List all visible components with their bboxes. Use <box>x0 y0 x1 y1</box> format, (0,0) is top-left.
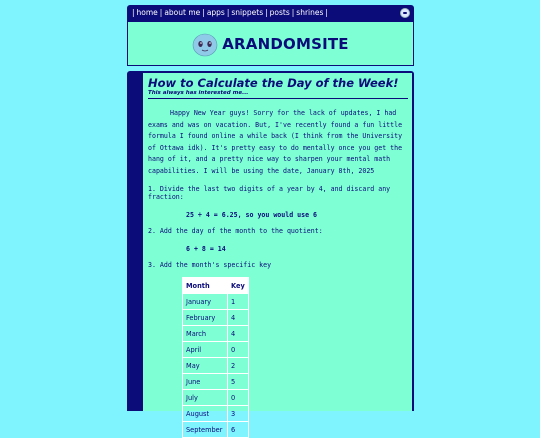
table-row <box>183 294 249 310</box>
table-row <box>183 358 249 374</box>
key-cell: 1 <box>228 294 249 310</box>
nav-home-link[interactable]: home <box>136 8 158 17</box>
nav-snippets-link[interactable]: snippets <box>231 8 264 17</box>
squirtle-face-icon <box>192 31 218 57</box>
month-cell: September <box>183 422 228 438</box>
nav-separator: | <box>202 8 205 17</box>
nav-apps-link[interactable]: apps <box>206 8 225 17</box>
table-row <box>183 374 249 390</box>
month-column-header: Month <box>183 278 228 294</box>
month-cell: May <box>183 358 228 374</box>
post-body <box>143 73 412 434</box>
key-cell: 0 <box>228 342 249 358</box>
key-cell: 4 <box>228 326 249 342</box>
key-cell: 3 <box>228 406 249 422</box>
nav-separator: | <box>159 8 163 17</box>
step-2: 2. Add the day of the month to the quotient: <box>148 227 323 235</box>
nav-separator: | <box>226 8 230 17</box>
key-column-header: Key <box>228 278 249 294</box>
nav-shrines-link[interactable]: shrines <box>296 8 324 17</box>
step-3: 3. Add the month's specific key <box>148 261 272 269</box>
month-cell: June <box>183 374 228 390</box>
key-cell: 0 <box>228 390 249 406</box>
month-cell: January <box>183 294 228 310</box>
table-row <box>183 422 249 438</box>
table-row <box>183 326 249 342</box>
nav-separator: | <box>265 8 268 17</box>
month-cell: August <box>183 406 228 422</box>
month-cell: March <box>183 326 228 342</box>
nav-separator: | <box>291 8 295 17</box>
key-cell: 4 <box>228 310 249 326</box>
month-cell: February <box>183 310 228 326</box>
site-title[interactable]: ARANDOMSITE <box>222 34 349 53</box>
nav-about-link[interactable]: about me <box>164 8 201 17</box>
top-nav <box>127 5 414 21</box>
post-intro: Happy New Year guys! Sorry for the lack of updates, I had exams and was on vacation. But, I've recently found a fun little formula I found online a while back (I think from the University of Ottawa idk). It's pretty easy to do mentally once you get the hang of it, and a pretty nice way to sharpen your mental math capabilities. I will be using the date, January 8th, 2025 <box>148 109 403 175</box>
site-header <box>127 21 414 66</box>
key-cell: 5 <box>228 374 249 390</box>
key-cell: 6 <box>228 422 249 438</box>
post-container <box>127 71 414 434</box>
month-key-table <box>182 277 249 438</box>
formula-1: 25 ÷ 4 = 6.25, so you would use 6 <box>186 211 318 219</box>
nav-posts-link[interactable]: posts <box>269 8 290 17</box>
table-header-row <box>183 278 249 294</box>
post-subtitle: This always has interested me... <box>148 90 408 99</box>
nav-separator: | <box>132 8 135 17</box>
table-row <box>183 342 249 358</box>
step-1: 1. Divide the last two digits of a year by 4, and discard any fraction: <box>148 185 391 201</box>
post-title: How to Calculate the Day of the Week! <box>148 76 399 90</box>
table-row <box>183 390 249 406</box>
theme-toggle-icon[interactable] <box>400 8 410 18</box>
month-cell: April <box>183 342 228 358</box>
formula-2: 6 + 8 = 14 <box>186 245 226 253</box>
nav-separator: | <box>325 8 328 17</box>
table-row <box>183 406 249 422</box>
key-cell: 2 <box>228 358 249 374</box>
table-row <box>183 310 249 326</box>
month-cell: July <box>183 390 228 406</box>
